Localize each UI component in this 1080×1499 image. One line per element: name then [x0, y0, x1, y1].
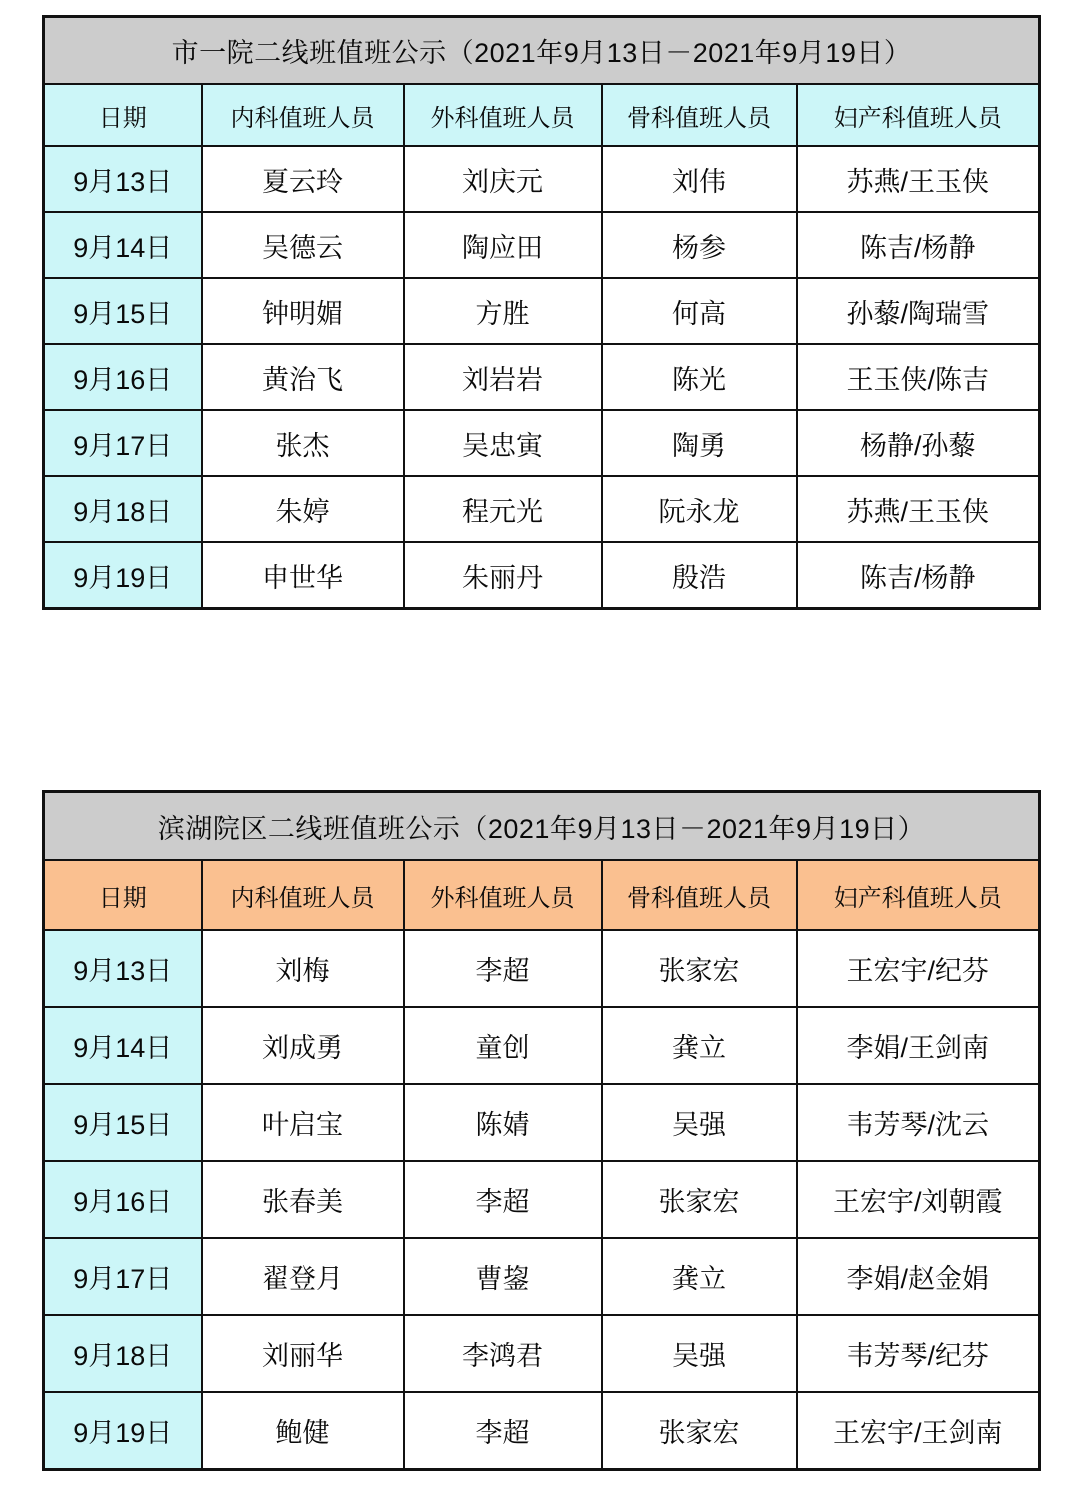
duty-person-cell: 韦芳琴/沈云 [797, 1084, 1040, 1161]
table-row [44, 930, 1040, 1007]
duty-person-cell: 刘梅 [202, 930, 404, 1007]
duty-person-cell: 翟登月 [202, 1238, 404, 1315]
duty-person-cell: 阮永龙 [602, 476, 797, 542]
column-header: 外科值班人员 [404, 860, 602, 930]
column-header: 骨科值班人员 [602, 860, 797, 930]
duty-person-cell: 张春美 [202, 1161, 404, 1238]
duty-person-cell: 刘庆元 [404, 146, 602, 212]
date-cell: 9月16日 [44, 1161, 202, 1238]
duty-person-cell: 陈婧 [404, 1084, 602, 1161]
duty-person-cell: 陈吉/杨静 [797, 212, 1040, 278]
date-cell: 9月13日 [44, 930, 202, 1007]
duty-person-cell: 刘伟 [602, 146, 797, 212]
duty-person-cell: 王宏宇/纪芬 [797, 930, 1040, 1007]
duty-person-cell: 苏燕/王玉侠 [797, 476, 1040, 542]
duty-person-cell: 钟明媚 [202, 278, 404, 344]
table-row [44, 476, 1040, 542]
duty-person-cell: 龚立 [602, 1238, 797, 1315]
duty-person-cell: 张家宏 [602, 930, 797, 1007]
date-cell: 9月16日 [44, 344, 202, 410]
duty-person-cell: 张家宏 [602, 1161, 797, 1238]
duty-person-cell: 黄治飞 [202, 344, 404, 410]
duty-roster-table-city-first-hospital [42, 15, 1041, 610]
column-header: 妇产科值班人员 [797, 84, 1040, 146]
column-header: 妇产科值班人员 [797, 860, 1040, 930]
duty-person-cell: 刘丽华 [202, 1315, 404, 1392]
duty-person-cell: 陶勇 [602, 410, 797, 476]
duty-person-cell: 方胜 [404, 278, 602, 344]
duty-person-cell: 夏云玲 [202, 146, 404, 212]
duty-person-cell: 鲍健 [202, 1392, 404, 1470]
duty-person-cell: 王玉侠/陈吉 [797, 344, 1040, 410]
table-row [44, 410, 1040, 476]
duty-person-cell: 孙藜/陶瑞雪 [797, 278, 1040, 344]
duty-person-cell: 苏燕/王玉侠 [797, 146, 1040, 212]
duty-person-cell: 吴忠寅 [404, 410, 602, 476]
table-row [44, 1315, 1040, 1392]
duty-person-cell: 曹鋆 [404, 1238, 602, 1315]
duty-person-cell: 吴德云 [202, 212, 404, 278]
duty-person-cell: 程元光 [404, 476, 602, 542]
header-row [44, 860, 1040, 930]
date-cell: 9月17日 [44, 410, 202, 476]
date-cell: 9月17日 [44, 1238, 202, 1315]
date-cell: 9月14日 [44, 1007, 202, 1084]
date-cell: 9月14日 [44, 212, 202, 278]
duty-person-cell: 李超 [404, 1161, 602, 1238]
duty-person-cell: 陈吉/杨静 [797, 542, 1040, 609]
duty-person-cell: 张杰 [202, 410, 404, 476]
duty-person-cell: 吴强 [602, 1315, 797, 1392]
date-cell: 9月15日 [44, 278, 202, 344]
duty-person-cell: 吴强 [602, 1084, 797, 1161]
table-row [44, 1161, 1040, 1238]
column-header: 日期 [44, 84, 202, 146]
duty-person-cell: 陈光 [602, 344, 797, 410]
table-row [44, 1007, 1040, 1084]
duty-person-cell: 叶启宝 [202, 1084, 404, 1161]
duty-person-cell: 李超 [404, 930, 602, 1007]
duty-person-cell: 朱婷 [202, 476, 404, 542]
duty-person-cell: 申世华 [202, 542, 404, 609]
date-cell: 9月19日 [44, 542, 202, 609]
duty-person-cell: 朱丽丹 [404, 542, 602, 609]
duty-roster-table-binhu-campus [42, 790, 1041, 1471]
duty-person-cell: 殷浩 [602, 542, 797, 609]
column-header: 内科值班人员 [202, 84, 404, 146]
duty-person-cell: 王宏宇/刘朝霞 [797, 1161, 1040, 1238]
duty-person-cell: 李鸿君 [404, 1315, 602, 1392]
duty-person-cell: 童创 [404, 1007, 602, 1084]
column-header: 骨科值班人员 [602, 84, 797, 146]
header-row [44, 84, 1040, 146]
duty-person-cell: 韦芳琴/纪芬 [797, 1315, 1040, 1392]
duty-person-cell: 李娟/赵金娟 [797, 1238, 1040, 1315]
duty-person-cell: 李超 [404, 1392, 602, 1470]
table-row [44, 1238, 1040, 1315]
duty-person-cell: 杨静/孙藜 [797, 410, 1040, 476]
duty-person-cell: 刘岩岩 [404, 344, 602, 410]
table-row [44, 542, 1040, 609]
date-cell: 9月18日 [44, 476, 202, 542]
table-row [44, 212, 1040, 278]
duty-person-cell: 李娟/王剑南 [797, 1007, 1040, 1084]
duty-person-cell: 王宏宇/王剑南 [797, 1392, 1040, 1470]
table-row [44, 146, 1040, 212]
table-title: 滨湖院区二线班值班公示（2021年9月13日－2021年9月19日） [44, 792, 1040, 861]
table-row [44, 1084, 1040, 1161]
date-cell: 9月19日 [44, 1392, 202, 1470]
duty-person-cell: 何高 [602, 278, 797, 344]
duty-person-cell: 张家宏 [602, 1392, 797, 1470]
table-title: 市一院二线班值班公示（2021年9月13日－2021年9月19日） [44, 17, 1040, 85]
date-cell: 9月13日 [44, 146, 202, 212]
column-header: 外科值班人员 [404, 84, 602, 146]
column-header: 内科值班人员 [202, 860, 404, 930]
duty-person-cell: 陶应田 [404, 212, 602, 278]
table-row [44, 1392, 1040, 1470]
column-header: 日期 [44, 860, 202, 930]
table-row [44, 344, 1040, 410]
duty-person-cell: 龚立 [602, 1007, 797, 1084]
duty-person-cell: 刘成勇 [202, 1007, 404, 1084]
date-cell: 9月18日 [44, 1315, 202, 1392]
table-row [44, 278, 1040, 344]
date-cell: 9月15日 [44, 1084, 202, 1161]
duty-person-cell: 杨参 [602, 212, 797, 278]
